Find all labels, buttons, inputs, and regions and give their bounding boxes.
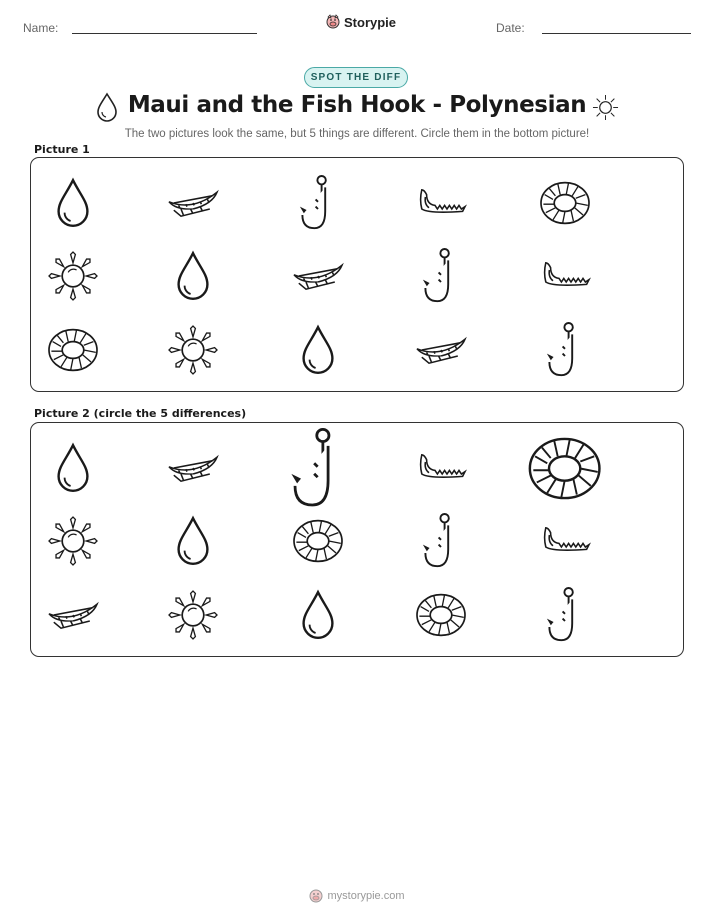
name-line[interactable] [72,33,257,34]
drop-icon [96,92,118,122]
picture-1-label: Picture 1 [34,143,90,156]
rope-ring-icon[interactable] [36,320,110,380]
pig-mascot-icon [309,888,323,904]
drop-icon[interactable] [36,438,110,498]
rope-ring-icon[interactable] [511,425,618,512]
drop-icon[interactable] [156,511,230,571]
jawbone-icon[interactable] [528,511,602,571]
canoe-icon[interactable] [281,246,355,306]
picture-2-panel[interactable] [30,422,684,657]
rope-ring-icon[interactable] [528,173,602,233]
rope-ring-icon[interactable] [404,585,478,645]
rope-ring-icon[interactable] [281,511,355,571]
footer [0,888,714,904]
drop-icon[interactable] [156,246,230,306]
fish-hook-icon[interactable] [528,320,602,380]
name-label: Name: [23,21,59,35]
pig-mascot-icon [326,14,340,30]
date-line[interactable] [542,33,691,34]
canoe-icon[interactable] [156,438,230,498]
brand-name: Storypie [344,14,397,30]
drop-icon[interactable] [281,585,355,645]
drop-icon[interactable] [281,320,355,380]
canoe-icon[interactable] [156,173,230,233]
jawbone-icon[interactable] [404,173,478,233]
sun-icon[interactable] [156,320,230,380]
page-title: Maui and the Fish Hook - Polynesian [127,92,587,118]
instructions: The two pictures look the same, but 5 things are different. Circle them in the bottom picture! [124,128,590,140]
canoe-icon[interactable] [36,585,110,645]
spot-the-diff-badge: SPOT THE DIFF [304,67,408,88]
drop-icon[interactable] [36,173,110,233]
picture-2-label: Picture 2 (circle the 5 differences) [34,407,247,420]
sun-icon[interactable] [156,585,230,645]
date-label: Date: [496,21,525,35]
fish-hook-icon[interactable] [264,425,371,512]
sun-icon[interactable] [36,246,110,306]
picture-1-panel[interactable] [30,157,684,392]
fish-hook-icon[interactable] [281,173,355,233]
brand-logo [326,14,396,30]
footer-url: mystorypie.com [327,890,405,902]
sun-icon[interactable] [36,511,110,571]
fish-hook-icon[interactable] [404,511,478,571]
fish-hook-icon[interactable] [528,585,602,645]
jawbone-icon[interactable] [528,246,602,306]
jawbone-icon[interactable] [404,438,478,498]
fish-hook-icon[interactable] [404,246,478,306]
canoe-icon[interactable] [404,320,478,380]
sun-icon [592,94,619,121]
